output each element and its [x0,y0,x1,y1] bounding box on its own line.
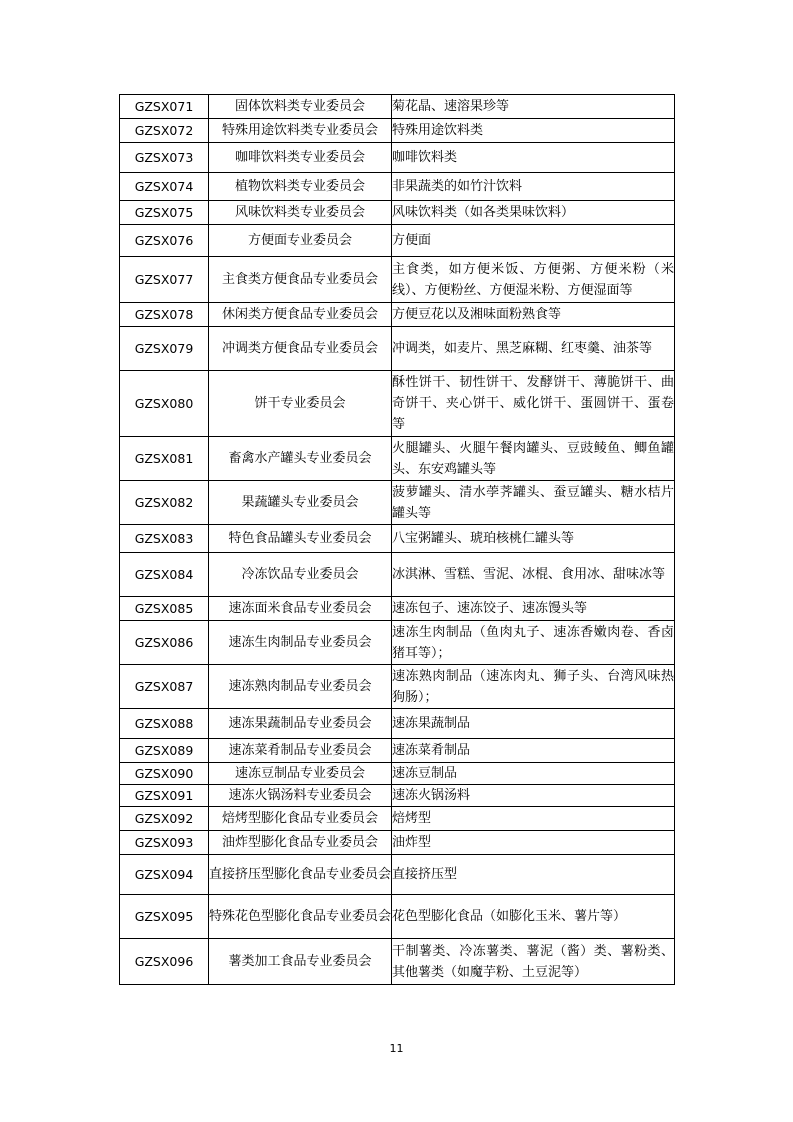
code-cell: GZSX087 [120,665,209,709]
committee-name-cell: 主食类方便食品专业委员会 [209,257,392,303]
code-cell: GZSX074 [120,173,209,201]
scope-cell: 风味饮料类（如各类果味饮料） [392,201,675,225]
table-row [120,763,675,785]
code-cell: GZSX077 [120,257,209,303]
scope-cell: 速冻豆制品 [392,763,675,785]
code-cell: GZSX072 [120,119,209,143]
committee-name-cell: 速冻面米食品专业委员会 [209,597,392,621]
code-cell: GZSX081 [120,437,209,481]
code-cell: GZSX095 [120,895,209,939]
committee-name-cell: 特殊花色型膨化食品专业委员会 [209,895,392,939]
table-row [120,553,675,597]
committee-name-cell: 特色食品罐头专业委员会 [209,525,392,553]
scope-cell: 火腿罐头、火腿午餐肉罐头、豆豉鲮鱼、鲫鱼罐头、东安鸡罐头等 [392,437,675,481]
code-cell: GZSX089 [120,739,209,763]
committee-name-cell: 焙烤型膨化食品专业委员会 [209,807,392,831]
code-cell: GZSX075 [120,201,209,225]
table-row [120,371,675,437]
code-cell: GZSX076 [120,225,209,257]
scope-cell: 冲调类，如麦片、黑芝麻糊、红枣羹、油茶等 [392,327,675,371]
code-cell: GZSX094 [120,855,209,895]
table-row [120,597,675,621]
table-row [120,173,675,201]
table-row [120,481,675,525]
committee-name-cell: 饼干专业委员会 [209,371,392,437]
committee-name-cell: 咖啡饮料类专业委员会 [209,143,392,173]
scope-cell: 咖啡饮料类 [392,143,675,173]
table-row [120,855,675,895]
code-cell: GZSX085 [120,597,209,621]
code-cell: GZSX082 [120,481,209,525]
scope-cell: 特殊用途饮料类 [392,119,675,143]
table-row [120,709,675,739]
scope-cell: 速冻火锅汤料 [392,785,675,807]
committee-name-cell: 速冻果蔬制品专业委员会 [209,709,392,739]
code-cell: GZSX086 [120,621,209,665]
table-row [120,831,675,855]
scope-cell: 主食类，如方便米饭、方便粥、方便米粉（米线）、方便粉丝、方便湿米粉、方便湿面等 [392,257,675,303]
committee-name-cell: 速冻熟肉制品专业委员会 [209,665,392,709]
committee-name-cell: 植物饮料类专业委员会 [209,173,392,201]
committee-name-cell: 速冻菜肴制品专业委员会 [209,739,392,763]
code-cell: GZSX093 [120,831,209,855]
committee-name-cell: 冲调类方便食品专业委员会 [209,327,392,371]
committee-name-cell: 固体饮料类专业委员会 [209,95,392,119]
committee-name-cell: 方便面专业委员会 [209,225,392,257]
committee-name-cell: 果蔬罐头专业委员会 [209,481,392,525]
table-row [120,225,675,257]
code-cell: GZSX096 [120,939,209,985]
code-cell: GZSX073 [120,143,209,173]
code-cell: GZSX084 [120,553,209,597]
table-row [120,895,675,939]
committee-name-cell: 油炸型膨化食品专业委员会 [209,831,392,855]
code-cell: GZSX080 [120,371,209,437]
table-row [120,95,675,119]
committee-name-cell: 休闲类方便食品专业委员会 [209,303,392,327]
committee-table-body [120,95,675,985]
scope-cell: 酥性饼干、韧性饼干、发酵饼干、薄脆饼干、曲奇饼干、夹心饼干、威化饼干、蛋圆饼干、蛋卷等 [392,371,675,437]
scope-cell: 速冻生肉制品（鱼肉丸子、速冻香嫩肉卷、香卤猪耳等）； [392,621,675,665]
table-row [120,665,675,709]
committee-name-cell: 速冻火锅汤料专业委员会 [209,785,392,807]
code-cell: GZSX090 [120,763,209,785]
page-number: 11 [389,1042,404,1055]
code-cell: GZSX092 [120,807,209,831]
table-row [120,303,675,327]
committee-name-cell: 速冻豆制品专业委员会 [209,763,392,785]
scope-cell: 直接挤压型 [392,855,675,895]
table-row [120,143,675,173]
scope-cell: 菠萝罐头、清水荸荠罐头、蚕豆罐头、糖水桔片罐头等 [392,481,675,525]
scope-cell: 八宝粥罐头、琥珀核桃仁罐头等 [392,525,675,553]
scope-cell: 菊花晶、速溶果珍等 [392,95,675,119]
code-cell: GZSX091 [120,785,209,807]
scope-cell: 焙烤型 [392,807,675,831]
committee-name-cell: 畜禽水产罐头专业委员会 [209,437,392,481]
scope-cell: 方便豆花以及湘味面粉熟食等 [392,303,675,327]
scope-cell: 干制薯类、冷冻薯类、薯泥（酱）类、薯粉类、其他薯类（如魔芋粉、土豆泥等） [392,939,675,985]
committee-table [119,94,675,985]
committee-name-cell: 直接挤压型膨化食品专业委员会 [209,855,392,895]
table-row [120,437,675,481]
table-row [120,327,675,371]
table-row [120,739,675,763]
scope-cell: 速冻果蔬制品 [392,709,675,739]
committee-name-cell: 特殊用途饮料类专业委员会 [209,119,392,143]
code-cell: GZSX079 [120,327,209,371]
scope-cell: 油炸型 [392,831,675,855]
scope-cell: 花色型膨化食品（如膨化玉米、薯片等） [392,895,675,939]
scope-cell: 非果蔬类的如竹汁饮料 [392,173,675,201]
table-row [120,939,675,985]
scope-cell: 冰淇淋、雪糕、雪泥、冰棍、食用冰、甜味冰等 [392,553,675,597]
committee-name-cell: 风味饮料类专业委员会 [209,201,392,225]
table-row [120,621,675,665]
code-cell: GZSX088 [120,709,209,739]
table-row [120,785,675,807]
table-row [120,119,675,143]
committee-name-cell: 冷冻饮品专业委员会 [209,553,392,597]
scope-cell: 速冻菜肴制品 [392,739,675,763]
committee-name-cell: 速冻生肉制品专业委员会 [209,621,392,665]
table-row [120,807,675,831]
table-row [120,201,675,225]
table-row [120,525,675,553]
scope-cell: 方便面 [392,225,675,257]
committee-name-cell: 薯类加工食品专业委员会 [209,939,392,985]
code-cell: GZSX083 [120,525,209,553]
code-cell: GZSX078 [120,303,209,327]
code-cell: GZSX071 [120,95,209,119]
scope-cell: 速冻熟肉制品（速冻肉丸、狮子头、台湾风味热狗肠）； [392,665,675,709]
table-row [120,257,675,303]
scope-cell: 速冻包子、速冻饺子、速冻馒头等 [392,597,675,621]
